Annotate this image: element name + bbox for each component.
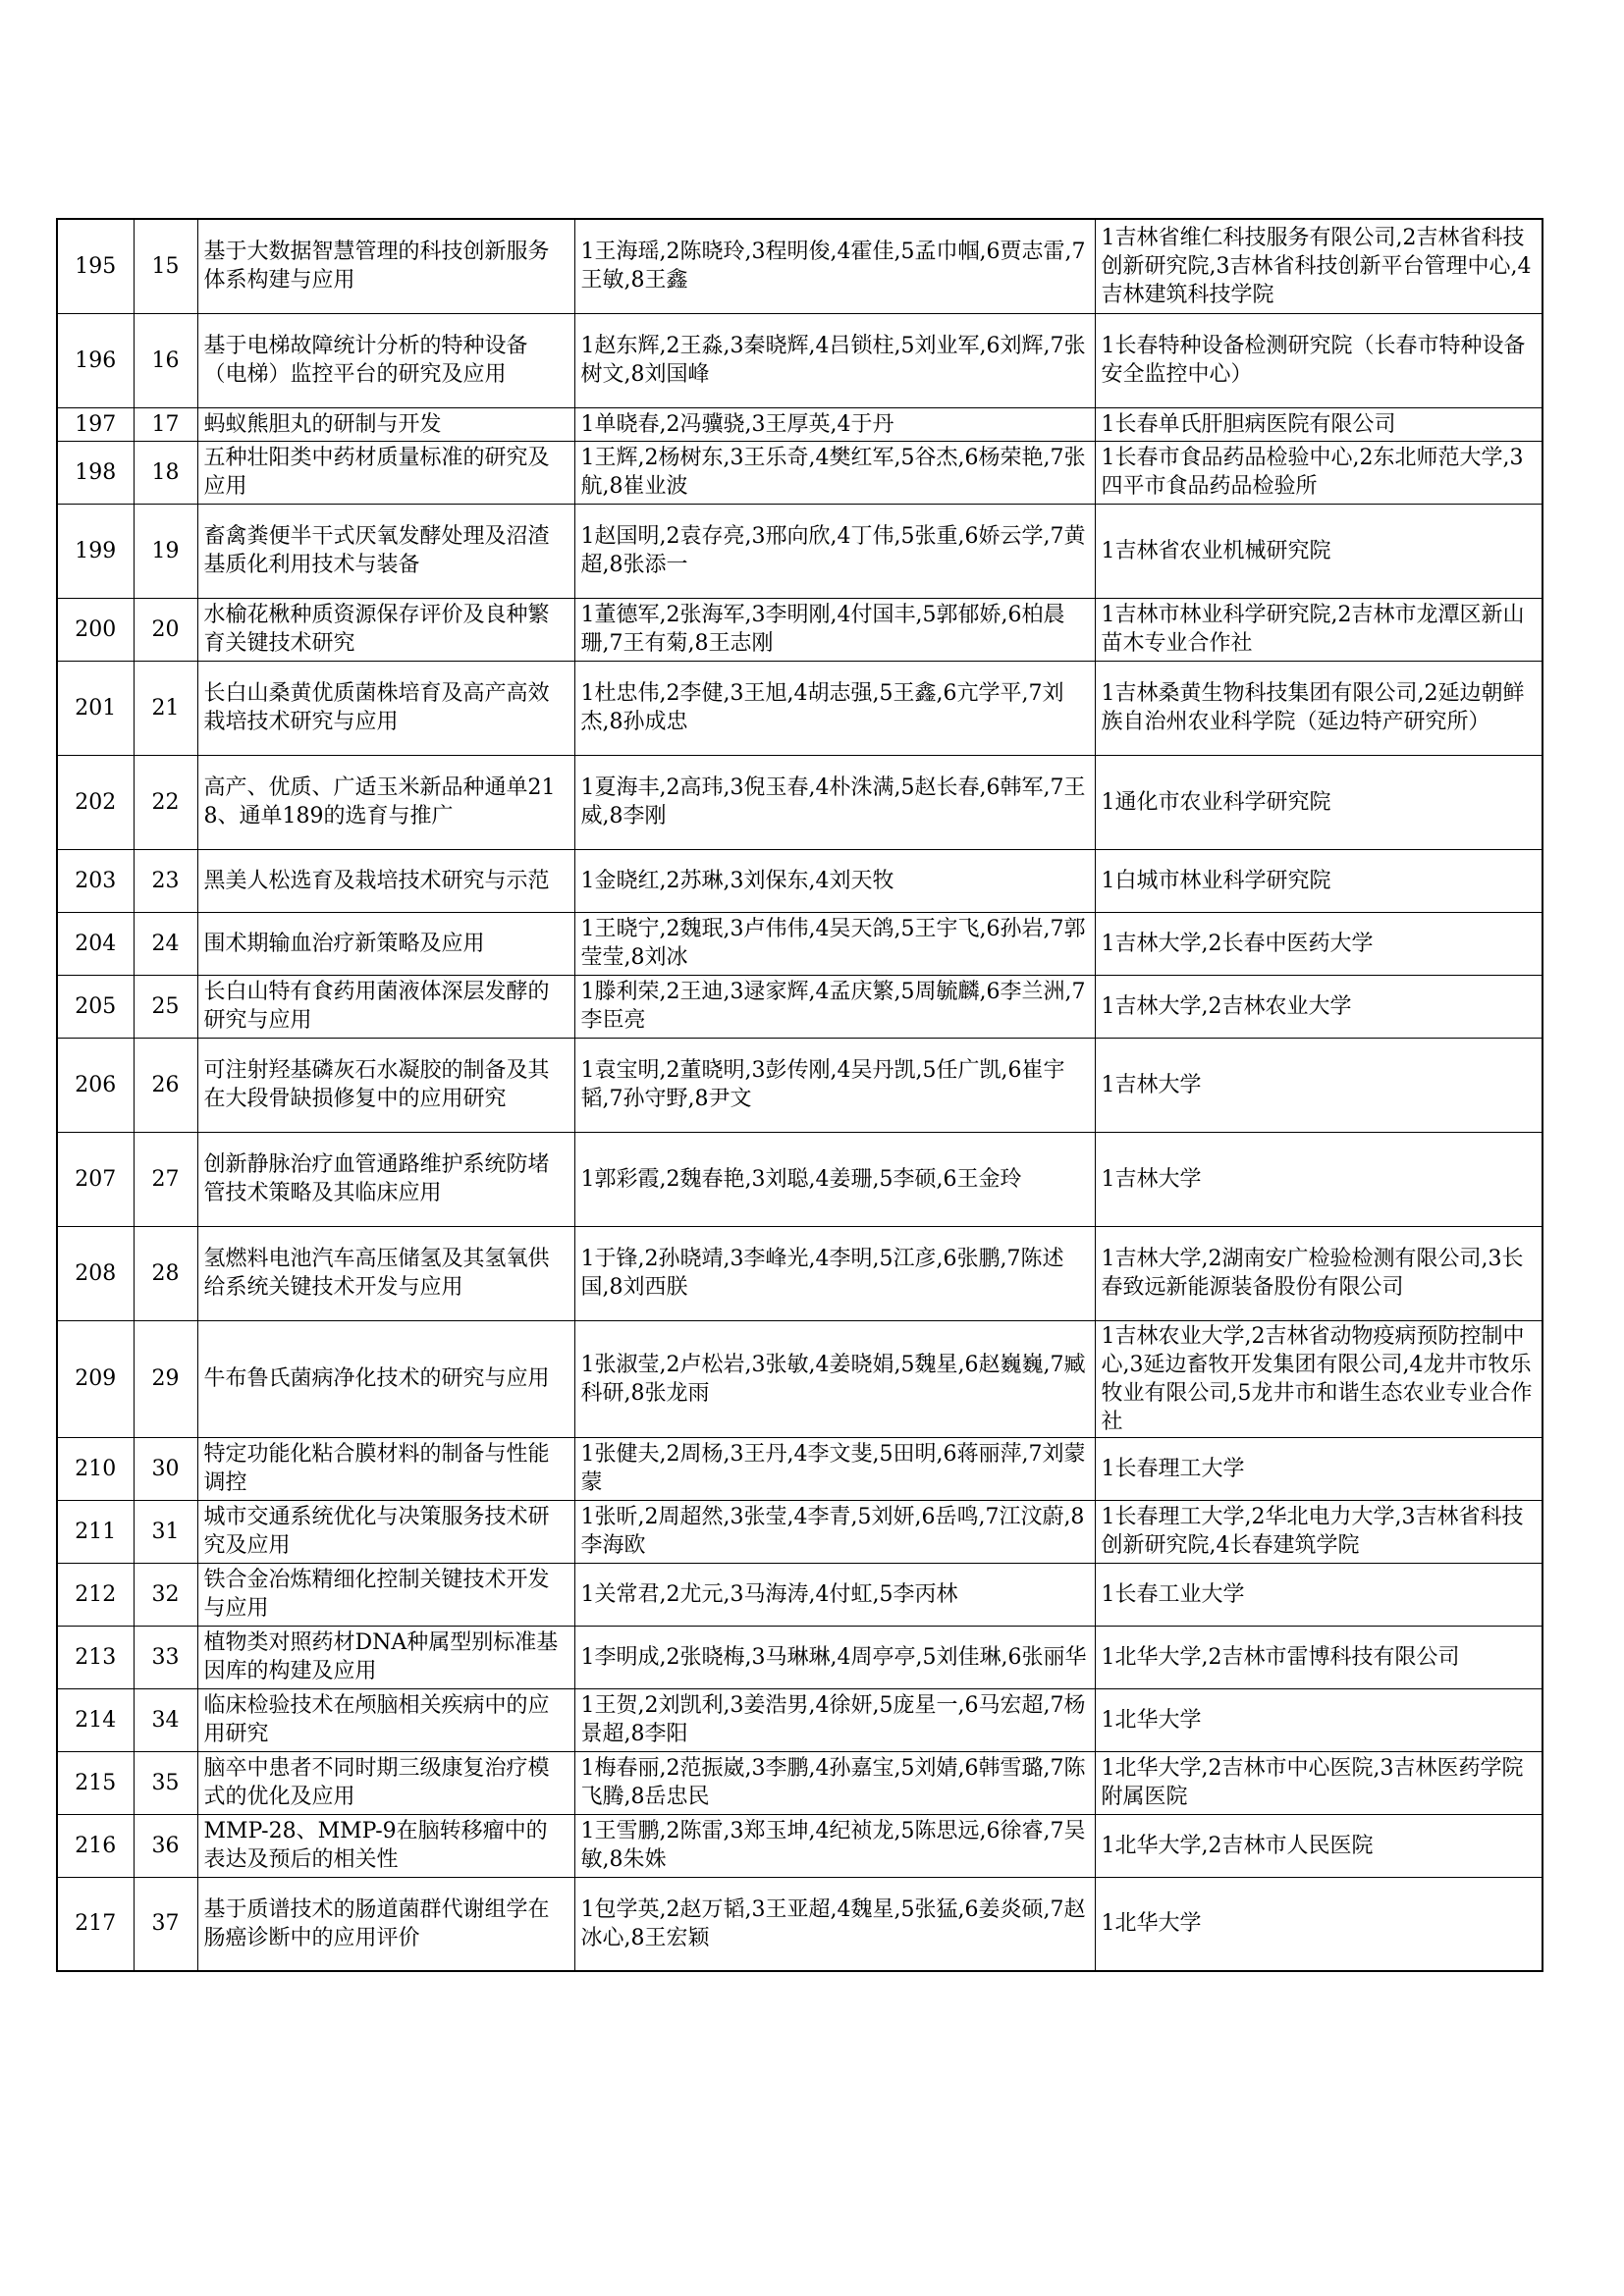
row-number: 209 <box>57 1320 134 1437</box>
table-row <box>57 219 1543 313</box>
contributors: 1金晓红,2苏琳,3刘保东,4刘天牧 <box>574 849 1095 912</box>
table-row <box>57 504 1543 598</box>
project-title: 五种壮阳类中药材质量标准的研究及应用 <box>197 441 574 504</box>
table-row <box>57 313 1543 407</box>
row-number: 214 <box>57 1688 134 1751</box>
sub-number: 28 <box>134 1226 197 1320</box>
project-title: 植物类对照药材DNA种属型别标准基因库的构建及应用 <box>197 1626 574 1688</box>
row-number: 202 <box>57 755 134 849</box>
project-title: 围术期输血治疗新策略及应用 <box>197 912 574 975</box>
row-number: 217 <box>57 1877 134 1971</box>
contributors: 1夏海丰,2高玮,3倪玉春,4朴洙满,5赵长春,6韩军,7王威,8李刚 <box>574 755 1095 849</box>
project-title: 牛布鲁氏菌病净化技术的研究与应用 <box>197 1320 574 1437</box>
organizations: 1北华大学,2吉林市人民医院 <box>1095 1814 1543 1877</box>
contributors: 1于锋,2孙晓靖,3李峰光,4李明,5江彦,6张鹏,7陈述国,8刘西朕 <box>574 1226 1095 1320</box>
row-number: 210 <box>57 1437 134 1500</box>
table-row <box>57 598 1543 661</box>
sub-number: 33 <box>134 1626 197 1688</box>
project-title: 长白山桑黄优质菌株培育及高产高效栽培技术研究与应用 <box>197 661 574 755</box>
project-title: 基于质谱技术的肠道菌群代谢组学在肠癌诊断中的应用评价 <box>197 1877 574 1971</box>
organizations: 1长春特种设备检测研究院（长春市特种设备安全监控中心） <box>1095 313 1543 407</box>
sub-number: 32 <box>134 1563 197 1626</box>
sub-number: 20 <box>134 598 197 661</box>
row-number: 201 <box>57 661 134 755</box>
organizations: 1北华大学 <box>1095 1877 1543 1971</box>
contributors: 1王雪鹏,2陈雷,3郑玉坤,4纪祯龙,5陈思远,6徐睿,7吴敏,8朱姝 <box>574 1814 1095 1877</box>
contributors: 1赵东辉,2王淼,3秦晓辉,4吕锁柱,5刘业军,6刘辉,7张树文,8刘国峰 <box>574 313 1095 407</box>
project-title: 创新静脉治疗血管通路维护系统防堵管技术策略及其临床应用 <box>197 1132 574 1226</box>
sub-number: 26 <box>134 1038 197 1132</box>
table-row <box>57 1751 1543 1814</box>
table-row <box>57 1437 1543 1500</box>
row-number: 204 <box>57 912 134 975</box>
organizations: 1吉林农业大学,2吉林省动物疫病预防控制中心,3延边畜牧开发集团有限公司,4龙井市牧乐牧业有限公司,5龙井市和谐生态农业专业合作社 <box>1095 1320 1543 1437</box>
row-number: 211 <box>57 1500 134 1563</box>
project-title: 城市交通系统优化与决策服务技术研究及应用 <box>197 1500 574 1563</box>
table-row <box>57 407 1543 441</box>
project-title: 高产、优质、广适玉米新品种通单218、通单189的选育与推广 <box>197 755 574 849</box>
contributors: 1王辉,2杨树东,3王乐奇,4樊红军,5谷杰,6杨荣艳,7张航,8崔业波 <box>574 441 1095 504</box>
row-number: 215 <box>57 1751 134 1814</box>
sub-number: 31 <box>134 1500 197 1563</box>
contributors: 1王海瑶,2陈晓玲,3程明俊,4霍佳,5孟巾帼,6贾志雷,7王敏,8王鑫 <box>574 219 1095 313</box>
sub-number: 22 <box>134 755 197 849</box>
project-title: MMP-28、MMP-9在脑转移瘤中的表达及预后的相关性 <box>197 1814 574 1877</box>
sub-number: 35 <box>134 1751 197 1814</box>
table-row <box>57 441 1543 504</box>
organizations: 1北华大学 <box>1095 1688 1543 1751</box>
organizations: 1吉林桑黄生物科技集团有限公司,2延边朝鲜族自治州农业科学院（延边特产研究所） <box>1095 661 1543 755</box>
organizations: 1吉林大学 <box>1095 1132 1543 1226</box>
contributors: 1滕利荣,2王迪,3逯家辉,4孟庆繁,5周毓麟,6李兰洲,7李臣亮 <box>574 975 1095 1038</box>
awards-table <box>56 218 1543 1972</box>
project-title: 可注射羟基磷灰石水凝胶的制备及其在大段骨缺损修复中的应用研究 <box>197 1038 574 1132</box>
sub-number: 23 <box>134 849 197 912</box>
sub-number: 18 <box>134 441 197 504</box>
table-row <box>57 849 1543 912</box>
contributors: 1梅春丽,2范振崴,3李鹏,4孙嘉宝,5刘婧,6韩雪璐,7陈飞腾,8岳忠民 <box>574 1751 1095 1814</box>
table-row <box>57 1688 1543 1751</box>
row-number: 207 <box>57 1132 134 1226</box>
organizations: 1长春市食品药品检验中心,2东北师范大学,3四平市食品药品检验所 <box>1095 441 1543 504</box>
contributors: 1王贺,2刘凯利,3姜浩男,4徐妍,5庞星一,6马宏超,7杨景超,8李阳 <box>574 1688 1095 1751</box>
contributors: 1郭彩霞,2魏春艳,3刘聪,4姜珊,5李硕,6王金玲 <box>574 1132 1095 1226</box>
row-number: 199 <box>57 504 134 598</box>
sub-number: 24 <box>134 912 197 975</box>
table-row <box>57 1500 1543 1563</box>
organizations: 1吉林省维仁科技服务有限公司,2吉林省科技创新研究院,3吉林省科技创新平台管理中心,4吉林建筑科技学院 <box>1095 219 1543 313</box>
contributors: 1董德军,2张海军,3李明刚,4付国丰,5郭郁娇,6柏晨珊,7王有菊,8王志刚 <box>574 598 1095 661</box>
project-title: 蚂蚁熊胆丸的研制与开发 <box>197 407 574 441</box>
row-number: 203 <box>57 849 134 912</box>
organizations: 1吉林大学,2湖南安广检验检测有限公司,3长春致远新能源装备股份有限公司 <box>1095 1226 1543 1320</box>
contributors: 1王晓宁,2魏珉,3卢伟伟,4吴天鸽,5王宇飞,6孙岩,7郭莹莹,8刘冰 <box>574 912 1095 975</box>
sub-number: 16 <box>134 313 197 407</box>
row-number: 197 <box>57 407 134 441</box>
project-title: 基于电梯故障统计分析的特种设备（电梯）监控平台的研究及应用 <box>197 313 574 407</box>
table-row <box>57 1038 1543 1132</box>
table-row <box>57 1877 1543 1971</box>
row-number: 205 <box>57 975 134 1038</box>
sub-number: 37 <box>134 1877 197 1971</box>
table-row <box>57 1226 1543 1320</box>
project-title: 黑美人松选育及栽培技术研究与示范 <box>197 849 574 912</box>
organizations: 1长春理工大学 <box>1095 1437 1543 1500</box>
organizations: 1长春理工大学,2华北电力大学,3吉林省科技创新研究院,4长春建筑学院 <box>1095 1500 1543 1563</box>
organizations: 1长春工业大学 <box>1095 1563 1543 1626</box>
table-row <box>57 755 1543 849</box>
sub-number: 34 <box>134 1688 197 1751</box>
contributors: 1单晓春,2冯骥骁,3王厚英,4于丹 <box>574 407 1095 441</box>
sub-number: 25 <box>134 975 197 1038</box>
sub-number: 17 <box>134 407 197 441</box>
sub-number: 19 <box>134 504 197 598</box>
row-number: 195 <box>57 219 134 313</box>
contributors: 1赵国明,2袁存亮,3邢向欣,4丁伟,5张重,6娇云学,7黄超,8张添一 <box>574 504 1095 598</box>
table-row <box>57 1814 1543 1877</box>
organizations: 1吉林大学,2吉林农业大学 <box>1095 975 1543 1038</box>
table-row <box>57 1132 1543 1226</box>
contributors: 1杜忠伟,2李健,3王旭,4胡志强,5王鑫,6亢学平,7刘杰,8孙成忠 <box>574 661 1095 755</box>
project-title: 铁合金冶炼精细化控制关键技术开发与应用 <box>197 1563 574 1626</box>
project-title: 临床检验技术在颅脑相关疾病中的应用研究 <box>197 1688 574 1751</box>
row-number: 196 <box>57 313 134 407</box>
row-number: 198 <box>57 441 134 504</box>
project-title: 氢燃料电池汽车高压储氢及其氢氧供给系统关键技术开发与应用 <box>197 1226 574 1320</box>
contributors: 1李明成,2张晓梅,3马琳琳,4周亭亭,5刘佳琳,6张丽华 <box>574 1626 1095 1688</box>
row-number: 208 <box>57 1226 134 1320</box>
contributors: 1关常君,2尤元,3马海涛,4付虹,5李丙林 <box>574 1563 1095 1626</box>
project-title: 长白山特有食药用菌液体深层发酵的研究与应用 <box>197 975 574 1038</box>
sub-number: 29 <box>134 1320 197 1437</box>
sub-number: 36 <box>134 1814 197 1877</box>
organizations: 1吉林大学,2长春中医药大学 <box>1095 912 1543 975</box>
sub-number: 21 <box>134 661 197 755</box>
table-row <box>57 1626 1543 1688</box>
table-row <box>57 1320 1543 1437</box>
sub-number: 15 <box>134 219 197 313</box>
contributors: 1张健夫,2周杨,3王丹,4李文斐,5田明,6蒋丽萍,7刘蒙蒙 <box>574 1437 1095 1500</box>
project-title: 基于大数据智慧管理的科技创新服务体系构建与应用 <box>197 219 574 313</box>
contributors: 1袁宝明,2董晓明,3彭传刚,4吴丹凯,5任广凯,6崔宇韬,7孙守野,8尹文 <box>574 1038 1095 1132</box>
project-title: 水榆花楸种质资源保存评价及良种繁育关键技术研究 <box>197 598 574 661</box>
sub-number: 27 <box>134 1132 197 1226</box>
row-number: 212 <box>57 1563 134 1626</box>
sub-number: 30 <box>134 1437 197 1500</box>
table-row <box>57 1563 1543 1626</box>
row-number: 213 <box>57 1626 134 1688</box>
contributors: 1张淑莹,2卢松岩,3张敏,4姜晓娟,5魏星,6赵巍巍,7臧科研,8张龙雨 <box>574 1320 1095 1437</box>
organizations: 1北华大学,2吉林市中心医院,3吉林医药学院附属医院 <box>1095 1751 1543 1814</box>
project-title: 畜禽粪便半干式厌氧发酵处理及沼渣基质化利用技术与装备 <box>197 504 574 598</box>
organizations: 1北华大学,2吉林市雷博科技有限公司 <box>1095 1626 1543 1688</box>
contributors: 1包学英,2赵万韬,3王亚超,4魏星,5张猛,6姜炎硕,7赵冰心,8王宏颖 <box>574 1877 1095 1971</box>
organizations: 1长春单氏肝胆病医院有限公司 <box>1095 407 1543 441</box>
organizations: 1白城市林业科学研究院 <box>1095 849 1543 912</box>
table-row <box>57 912 1543 975</box>
organizations: 1吉林市林业科学研究院,2吉林市龙潭区新山苗木专业合作社 <box>1095 598 1543 661</box>
project-title: 脑卒中患者不同时期三级康复治疗模式的优化及应用 <box>197 1751 574 1814</box>
project-title: 特定功能化粘合膜材料的制备与性能调控 <box>197 1437 574 1500</box>
row-number: 206 <box>57 1038 134 1132</box>
organizations: 1吉林大学 <box>1095 1038 1543 1132</box>
table-row <box>57 975 1543 1038</box>
table-row <box>57 661 1543 755</box>
row-number: 200 <box>57 598 134 661</box>
organizations: 1通化市农业科学研究院 <box>1095 755 1543 849</box>
contributors: 1张昕,2周超然,3张莹,4李青,5刘妍,6岳鸣,7江汶蔚,8李海欧 <box>574 1500 1095 1563</box>
row-number: 216 <box>57 1814 134 1877</box>
organizations: 1吉林省农业机械研究院 <box>1095 504 1543 598</box>
